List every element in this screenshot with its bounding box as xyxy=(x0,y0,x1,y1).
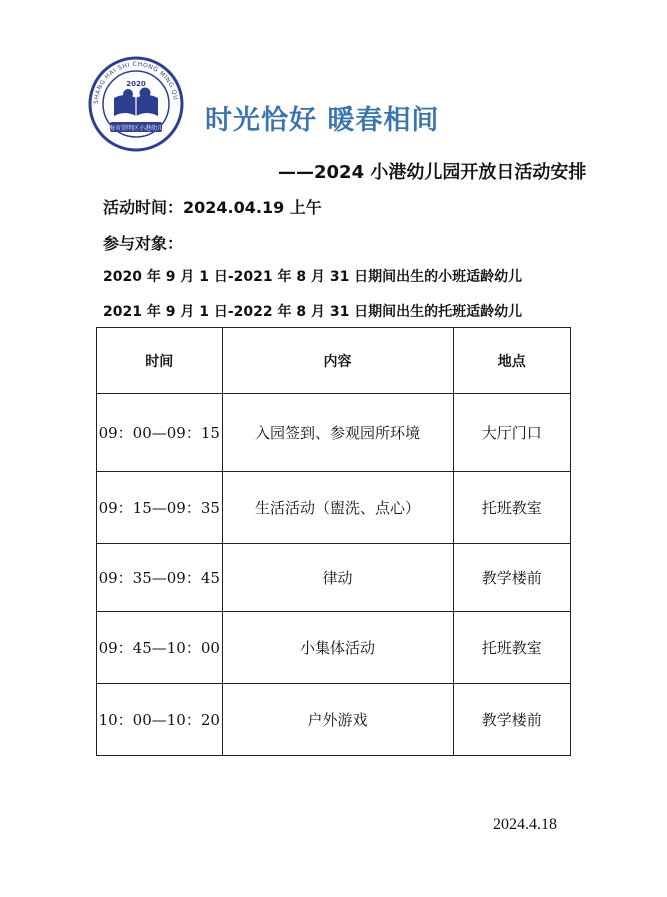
table-row xyxy=(97,472,571,544)
row-location: 大厅门口 xyxy=(453,394,571,472)
participants-label: 参与对象： xyxy=(103,234,184,253)
logo-text: 上海市崇明区小港幼儿园 xyxy=(102,125,170,132)
row-content: 入园签到、参观园所环境 xyxy=(222,394,453,472)
row-time: 09：00—09：15 xyxy=(97,394,223,472)
table-header-row xyxy=(97,328,571,394)
logo-year: 2020 xyxy=(126,80,146,88)
row-time: 10：00—10：20 xyxy=(97,684,223,756)
header-location: 地点 xyxy=(453,328,571,394)
participant-line-2: 2021 年 9 月 1 日-2022 年 8 月 31 日期间出生的托班适龄幼儿 xyxy=(103,304,523,320)
table-row xyxy=(97,544,571,612)
document-date: 2024.4.18 xyxy=(493,816,557,833)
participant-line-1: 2020 年 9 月 1 日-2021 年 8 月 31 日期间出生的小班适龄幼儿 xyxy=(103,269,523,285)
page-title: 时光恰好 暖春相间 xyxy=(205,105,440,136)
page-subtitle: ——2024 小港幼儿园开放日活动安排 xyxy=(278,162,587,183)
row-time: 09：45—10：00 xyxy=(97,612,223,684)
header-time: 时间 xyxy=(97,328,223,394)
table-row xyxy=(97,394,571,472)
header-content: 内容 xyxy=(222,328,453,394)
row-content: 小集体活动 xyxy=(222,612,453,684)
row-time: 09：35—09：45 xyxy=(97,544,223,612)
row-location: 教学楼前 xyxy=(453,684,571,756)
row-content: 户外游戏 xyxy=(222,684,453,756)
row-content: 律动 xyxy=(222,544,453,612)
activity-time: 活动时间：2024.04.19 上午 xyxy=(103,198,322,217)
row-location: 托班教室 xyxy=(453,612,571,684)
table-row xyxy=(97,684,571,756)
schedule-table xyxy=(96,327,571,756)
kindergarten-logo xyxy=(88,56,184,152)
row-location: 教学楼前 xyxy=(453,544,571,612)
row-location: 托班教室 xyxy=(453,472,571,544)
row-time: 09：15—09：35 xyxy=(97,472,223,544)
row-content: 生活活动（盥洗、点心） xyxy=(222,472,453,544)
table-row xyxy=(97,612,571,684)
logo-ring-text: SHANG HAI SHI CHONG MING QU xyxy=(92,60,179,105)
